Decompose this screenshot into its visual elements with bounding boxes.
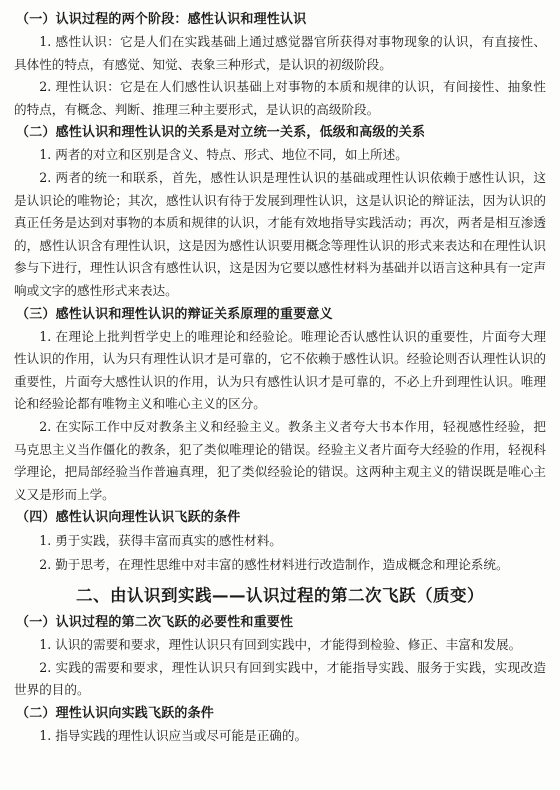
section-heading-4: （四）感性认识向理性认识飞跃的条件 xyxy=(16,510,241,526)
section-heading-2: （二）感性认识和理性认识的关系是对立统一关系，低级和高级的关系 xyxy=(16,125,426,141)
paragraph-6-1: 1. 指导实践的理性认识应当或尽可能是正确的。 xyxy=(39,728,308,744)
paragraph-5-2: 2. 实践的需要和要求，理性认识只有回到实践中，才能指导实践、服务于实践，实现改造世界的目的。 xyxy=(14,659,546,698)
paragraph-1-1: 1. 感性认识：它是人们在实践基础上通过感觉器官所获得对事物现象的认识，有直接性、具体性的特点，有感觉、知觉、表象三种形式，是认识的初级阶段。 xyxy=(14,34,546,72)
paragraph-5-1: 1. 认识的需要和要求，理性认识只有回到实践中，才能得到检验、修正、丰富和发展。 xyxy=(39,637,522,653)
section-heading-6: （二）理性认识向实践飞跃的条件 xyxy=(16,706,215,722)
section-heading-5: （一）认识过程的第二次飞跃的必要性和重要性 xyxy=(16,615,294,631)
paragraph-1-2: 2. 理性认识：它是在人们感性认识基础上对事物的本质和规律的认识，有间接性、抽象性的特点，有概念、判断、推理三种主要形式，是认识的高级阶段。 xyxy=(14,79,546,117)
section-heading-3: （三）感性认识和理性认识的辩证关系原理的重要意义 xyxy=(16,306,333,322)
chapter-heading-2: 二、由认识到实践——认识过程的第二次飞跃（质变） xyxy=(76,586,484,606)
paragraph-4-1: 1. 勇于实践，获得丰富而真实的感性材料。 xyxy=(39,533,282,549)
paragraph-3-1: 1. 在理论上批判哲学史上的唯理论和经验论。唯理论否认感性认识的重要性，片面夸大理性认识的作用，认为只有理性认识才是可靠的，它不依赖于感性认识。经验论则否认理性认识的重要性，片面夸大感性认识的作用，认为只有感性认识才是可靠的，不必上升到理性认识。唯理论和经验论都有唯物主义和唯心主义的区分。 xyxy=(14,328,546,412)
paragraph-2-2: 2. 两者的统一和联系，首先，感性认识是理性认识的基础或理性认识依赖于感性认识，这是认识论的唯物论；其次，感性认识有待于发展到理性认识，这是认识论的辩证法，因为认识的真正任务是达到对事物的本质和规律的认识，才能有效地指导实践活动；再次，两者是相互渗透的，感性认识含有理性认识，这是因为感性认识要用概念等理性认识的形式来表达和在理性认识参与下进行，理性认识含有感性认识，这是因为它要以感性材料为基础并以语言这种具有一定声响或文字的感性形式来表达。 xyxy=(14,169,546,298)
section-heading-1: （一）认识过程的两个阶段：感性认识和理性认识 xyxy=(16,12,307,27)
paragraph-2-1: 1. 两者的对立和区别是含义、特点、形式、地位不同，如上所述。 xyxy=(39,147,408,163)
paragraph-4-2: 2. 勤于思考，在理性思维中对丰富的感性材料进行改造制作，造成概念和理论系统。 xyxy=(39,557,509,573)
paragraph-3-2: 2. 在实际工作中反对教条主义和经验主义。教条主义者夸大书本作用，轻视感性经验，把马克思主义当作僵化的教条，犯了类似唯理论的错误。经验主义者片面夸大经验的作用，轻视科学理论，把局部经验当作普遍真理，犯了类似经验论的错误。这两种主观主义的错误既是唯心主义又是形而上学。 xyxy=(14,418,546,502)
